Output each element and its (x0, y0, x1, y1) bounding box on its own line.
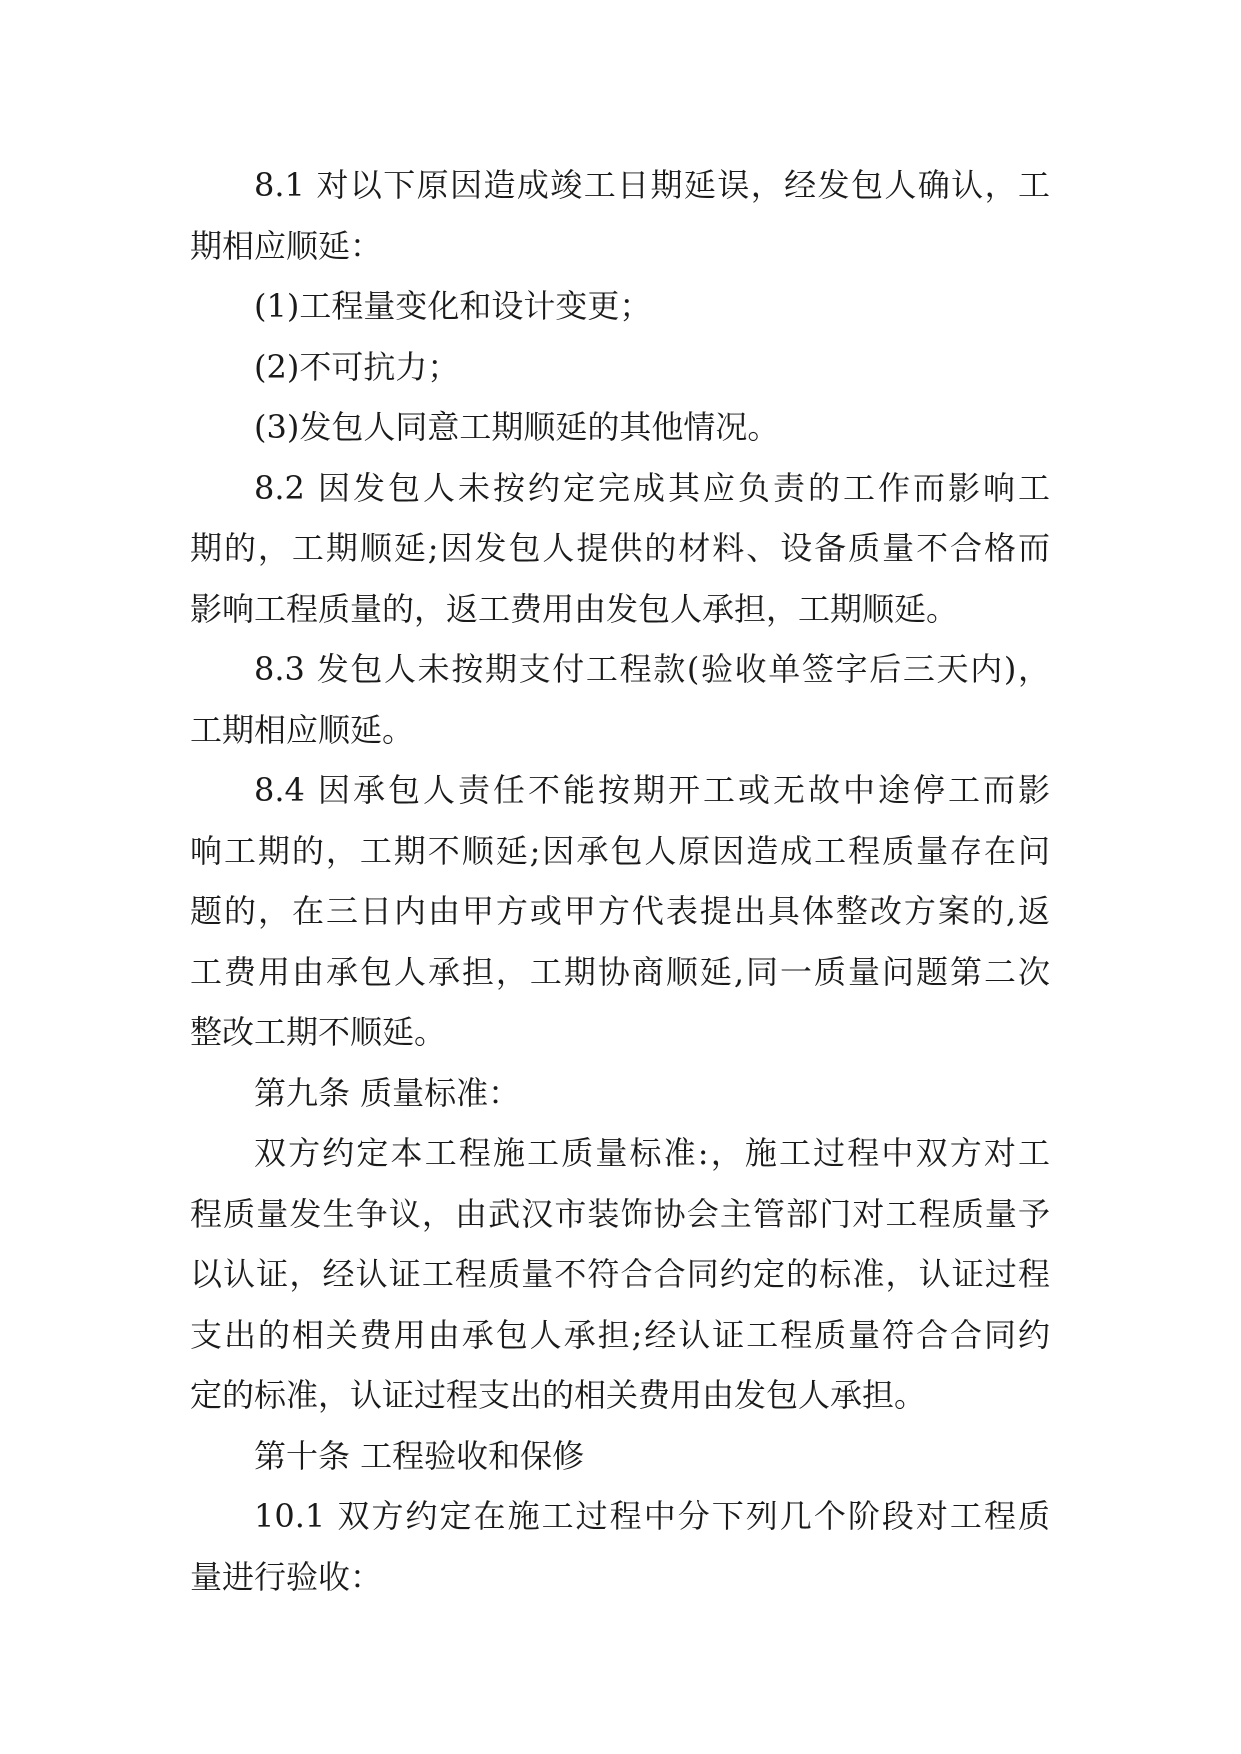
paragraph-8-3-line-2: 工期相应顺延。 (190, 710, 415, 749)
paragraph-8-4-line-1: 8.4 因承包人责任不能按期开工或无故中途停工而影 (254, 771, 1050, 809)
section-heading-article-10: 第十条 工程验收和保修 (254, 1436, 585, 1475)
paragraph-10-1-line-2: 量进行验收： (190, 1557, 383, 1596)
paragraph-8-1-line-1: 8.1 对以下原因造成竣工日期延误，经发包人确认，工 (254, 166, 1050, 204)
list-item-2: (2)不可抗力； (254, 347, 460, 386)
document-body (190, 155, 1050, 1607)
paragraph-8-4-line-2: 响工期的，工期不顺延;因承包人原因造成工程质量存在问 (190, 831, 1050, 870)
paragraph-quality-line-5: 定的标准，认证过程支出的相关费用由发包人承担。 (190, 1376, 927, 1414)
list-item-1: (1)工程量变化和设计变更； (254, 287, 652, 325)
list-item-3: (3)发包人同意工期顺延的其他情况。 (254, 408, 780, 446)
paragraph-8-2-line-1: 8.2 因发包人未按约定完成其应负责的工作而影响工 (254, 468, 1050, 507)
paragraph-8-4-line-5: 整改工期不顺延。 (190, 1013, 447, 1051)
paragraph-8-1-line-2: 期相应顺延： (190, 226, 383, 265)
paragraph-8-2-line-2: 期的，工期顺延;因发包人提供的材料、设备质量不合格而 (190, 529, 1050, 567)
paragraph-quality-line-2: 程质量发生争议，由武汉市装饰协会主管部门对工程质量予 (190, 1194, 1050, 1233)
paragraph-quality-line-3: 以认证，经认证工程质量不符合合同约定的标准，认证过程 (190, 1255, 1050, 1293)
paragraph-8-4-line-3: 题的，在三日内由甲方或甲方代表提出具体整改方案的,返 (190, 892, 1050, 930)
paragraph-8-3-line-1: 8.3 发包人未按期支付工程款(验收单签字后三天内)， (254, 650, 1050, 688)
section-heading-article-9: 第九条 质量标准： (254, 1073, 521, 1112)
paragraph-10-1-line-1: 10.1 双方约定在施工过程中分下列几个阶段对工程质 (254, 1497, 1050, 1535)
paragraph-8-2-line-3: 影响工程质量的，返工费用由发包人承担，工期顺延。 (190, 589, 959, 628)
paragraph-8-4-line-4: 工费用由承包人承担，工期协商顺延,同一质量问题第二次 (190, 952, 1050, 991)
paragraph-quality-line-4: 支出的相关费用由承包人承担;经认证工程质量符合合同约 (190, 1315, 1050, 1354)
paragraph-quality-line-1: 双方约定本工程施工质量标准:，施工过程中双方对工 (254, 1134, 1050, 1172)
